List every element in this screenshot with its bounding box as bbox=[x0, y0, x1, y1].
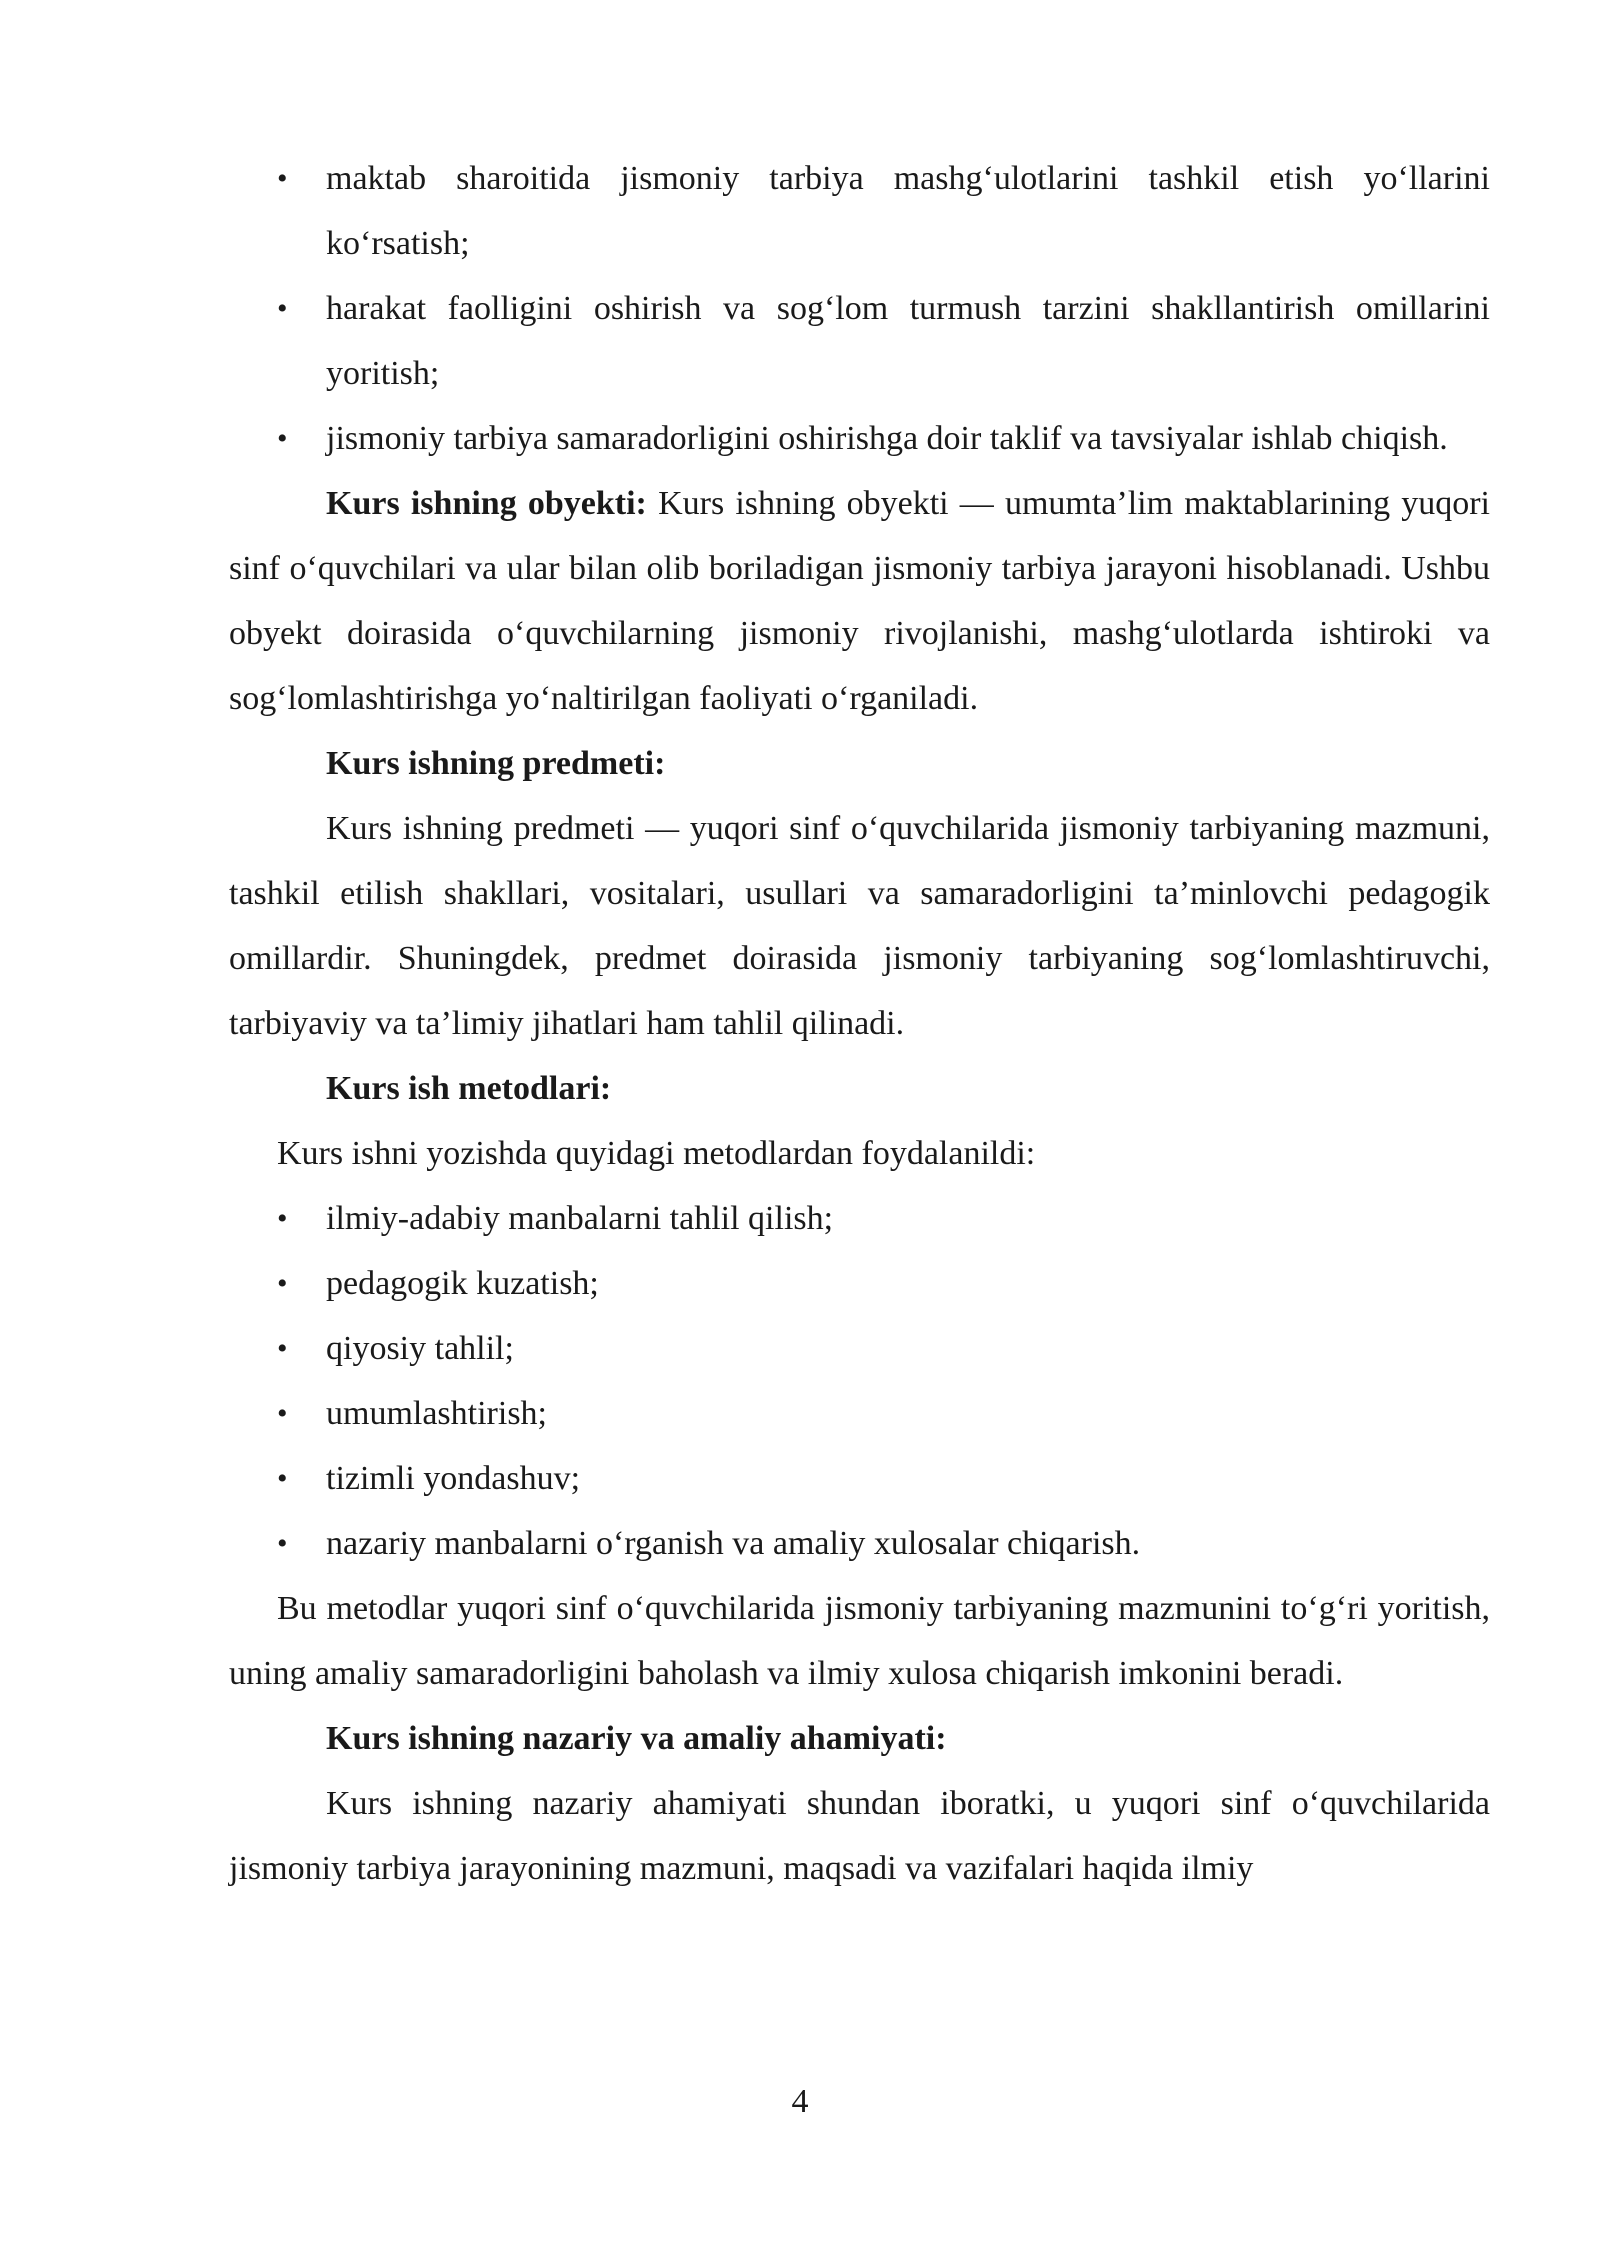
bullet-icon: • bbox=[277, 422, 288, 455]
methods-list bbox=[229, 1186, 1490, 1576]
bullet-icon: • bbox=[277, 1267, 288, 1300]
bullet-icon: • bbox=[277, 1332, 288, 1365]
list-item bbox=[229, 1511, 1490, 1576]
list-item-text: ilmiy-adabiy manbalarni tahlil qilish; bbox=[326, 1200, 834, 1237]
bullet-icon: • bbox=[277, 1397, 288, 1430]
methods-intro: Kurs ishni yozishda quyidagi metodlardan foydalanildi: bbox=[277, 1135, 1036, 1172]
list-item bbox=[229, 406, 1490, 471]
list-item-text: harakat faolligini oshirish va sog‘lom turmush tarzini shakllantirish omillarini yoritish; bbox=[326, 290, 1490, 392]
subject-paragraph: Kurs ishning predmeti — yuqori sinf o‘quvchilarida jismoniy tarbiyaning mazmuni, tashkil etilish shakllari, vositalari, usullari va samaradorligini ta’minlovchi pedagogik omillardir. Shuningdek, predmet doirasida jismoniy tarbiyaning sog‘lomlashtiruvchi, tarbiyaviy va ta’limiy jihatlari ham tahlil qilinadi. bbox=[229, 810, 1490, 1042]
bullet-icon: • bbox=[277, 162, 288, 195]
methods-conclusion: Bu metodlar yuqori sinf o‘quvchilarida jismoniy tarbiyaning mazmunini to‘g‘ri yoritish, uning amaliy samaradorligini baholash va ilmiy xulosa chiqarish imkonini beradi. bbox=[229, 1590, 1490, 1692]
subject-heading: Kurs ishning predmeti: bbox=[326, 745, 666, 782]
list-item bbox=[229, 1446, 1490, 1511]
object-paragraph bbox=[229, 471, 1490, 731]
goals-list bbox=[229, 146, 1490, 471]
list-item bbox=[229, 276, 1490, 406]
list-item-text: maktab sharoitida jismoniy tarbiya mashg‘ulotlarini tashkil etish yo‘llarini ko‘rsatish; bbox=[326, 160, 1490, 262]
bullet-icon: • bbox=[277, 1527, 288, 1560]
object-text: Kurs ishning obyekti — umumta’lim maktablarining yuqori sinf o‘quvchilari va ular bilan olib boriladigan jismoniy tarbiya jarayoni hisoblanadi. Ushbu obyekt doirasida o‘quvchilarning jismoniy rivojlanishi, mashg‘ulotlarda ishtiroki va sog‘lomlashtirishga yo‘naltirilgan faoliyati o‘rganiladi. bbox=[229, 485, 1491, 717]
list-item bbox=[229, 1316, 1490, 1381]
significance-heading: Kurs ishning nazariy va amaliy ahamiyati: bbox=[326, 1720, 947, 1757]
list-item bbox=[229, 146, 1490, 276]
list-item-text: tizimli yondashuv; bbox=[326, 1460, 581, 1497]
object-label: Kurs ishning obyekti: bbox=[326, 485, 647, 522]
list-item bbox=[229, 1251, 1490, 1316]
list-item-text: pedagogik kuzatish; bbox=[326, 1265, 599, 1302]
list-item-text: qiyosiy tahlil; bbox=[326, 1330, 514, 1367]
list-item bbox=[229, 1381, 1490, 1446]
page-content bbox=[229, 146, 1490, 1901]
page-number: 4 bbox=[791, 2083, 809, 2120]
list-item bbox=[229, 1186, 1490, 1251]
list-item-text: nazariy manbalarni o‘rganish va amaliy xulosalar chiqarish. bbox=[326, 1525, 1141, 1562]
methods-heading: Kurs ish metodlari: bbox=[326, 1070, 612, 1107]
bullet-icon: • bbox=[277, 1462, 288, 1495]
bullet-icon: • bbox=[277, 1202, 288, 1235]
list-item-text: umumlashtirish; bbox=[326, 1395, 547, 1432]
list-item-text: jismoniy tarbiya samaradorligini oshirishga doir taklif va tavsiyalar ishlab chiqish. bbox=[326, 420, 1448, 457]
significance-paragraph: Kurs ishning nazariy ahamiyati shundan iboratki, u yuqori sinf o‘quvchilarida jismoniy tarbiya jarayonining mazmuni, maqsadi va vazifalari haqida ilmiy bbox=[229, 1785, 1490, 1887]
bullet-icon: • bbox=[277, 292, 288, 325]
